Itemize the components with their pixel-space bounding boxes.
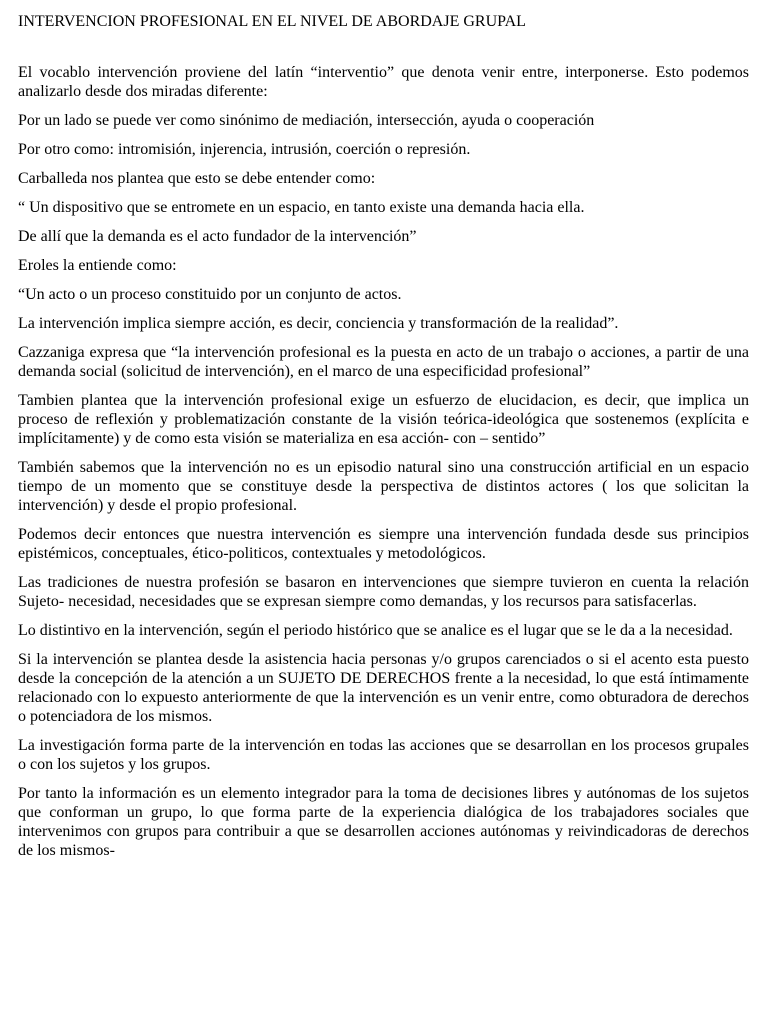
- paragraph-acto-quote: “Un acto o un proceso constituido por un conjunto de actos.: [18, 286, 402, 303]
- paragraph-investigacion: La investigación forma parte de la intervención en todas las acciones que se desarrollan en los procesos grupales o con los sujetos y los grupos.: [18, 737, 749, 773]
- document-title: INTERVENCION PROFESIONAL EN EL NIVEL DE ABORDAJE GRUPAL: [18, 13, 526, 30]
- paragraph-accion: La intervención implica siempre acción, es decir, conciencia y transformación de la realidad”.: [18, 315, 619, 332]
- paragraph-demanda: De allí que la demanda es el acto fundador de la intervención”: [18, 228, 417, 245]
- paragraph-carballeda: Carballeda nos plantea que esto se debe entender como:: [18, 170, 376, 187]
- paragraph-tradiciones: Las tradiciones de nuestra profesión se basaron en intervenciones que siempre tuvieron en cuenta la relación Sujeto- necesidad, necesidades que se expresan siempre como demandas, y los recursos para satisfacerlas.: [18, 574, 749, 610]
- paragraph-eroles: Eroles la entiende como:: [18, 257, 177, 274]
- paragraph-fundada: Podemos decir entonces que nuestra intervención es siempre una intervención fundada desde sus principios epistémicos, conceptuales, ético-politicos, contextuales y metodológicos.: [18, 526, 749, 562]
- paragraph-distintivo: Lo distintivo en la intervención, según el periodo histórico que se analice es el lugar que se le da a la necesidad.: [18, 622, 733, 639]
- paragraph-elucidacion: Tambien plantea que la intervención profesional exige un esfuerzo de elucidacion, es decir, que implica un proceso de reflexión y problematización constante de la visión teórica-ideológica que sostenemos (explícita e implícitamente) y de como esta visión se materializa en esa acción- con – sentido”: [18, 392, 749, 447]
- paragraph-intro: El vocablo intervención proviene del latín “interventio” que denota venir entre, interponerse. Esto podemos analizarlo desde dos miradas diferente:: [18, 64, 749, 100]
- paragraph-informacion: Por tanto la información es un elemento integrador para la toma de decisiones libres y autónomas de los sujetos que conforman un grupo, lo que forma parte de la experiencia dialógica de los trabajadores sociales que intervenimos con grupos para contribuir a que se desarrollen acciones autónomas y reivindicadoras de derechos de los mismos-: [18, 785, 749, 859]
- paragraph-intrusion: Por otro como: intromisión, injerencia, intrusión, coerción o represión.: [18, 141, 471, 158]
- paragraph-sujeto-derechos: Si la intervención se plantea desde la asistencia hacia personas y/o grupos carenciados o si el acento esta puesto desde la concepción de la atención a un SUJETO DE DERECHOS frente a la necesidad, lo que está íntimamente relacionado con lo expuesto anteriormente de que la intervención es un venir entre, como obturadora de derechos o potenciadora de los mismos.: [18, 651, 749, 725]
- paragraph-dispositivo-quote: “ Un dispositivo que se entromete en un espacio, en tanto existe una demanda hacia ella.: [18, 199, 585, 216]
- paragraph-cazzaniga: Cazzaniga expresa que “la intervención profesional es la puesta en acto de un trabajo o acciones, a partir de una demanda social (solicitud de intervención), en el marco de una especificidad profesional”: [18, 344, 749, 380]
- paragraph-construccion: También sabemos que la intervención no es un episodio natural sino una construcción artificial en un espacio tiempo de un momento que se constituye desde la perspectiva de distintos actores ( los que solicitan la intervención) y desde el propio profesional.: [18, 459, 749, 514]
- paragraph-mediation: Por un lado se puede ver como sinónimo de mediación, intersección, ayuda o cooperación: [18, 112, 595, 129]
- document-page: [18, 12, 749, 870]
